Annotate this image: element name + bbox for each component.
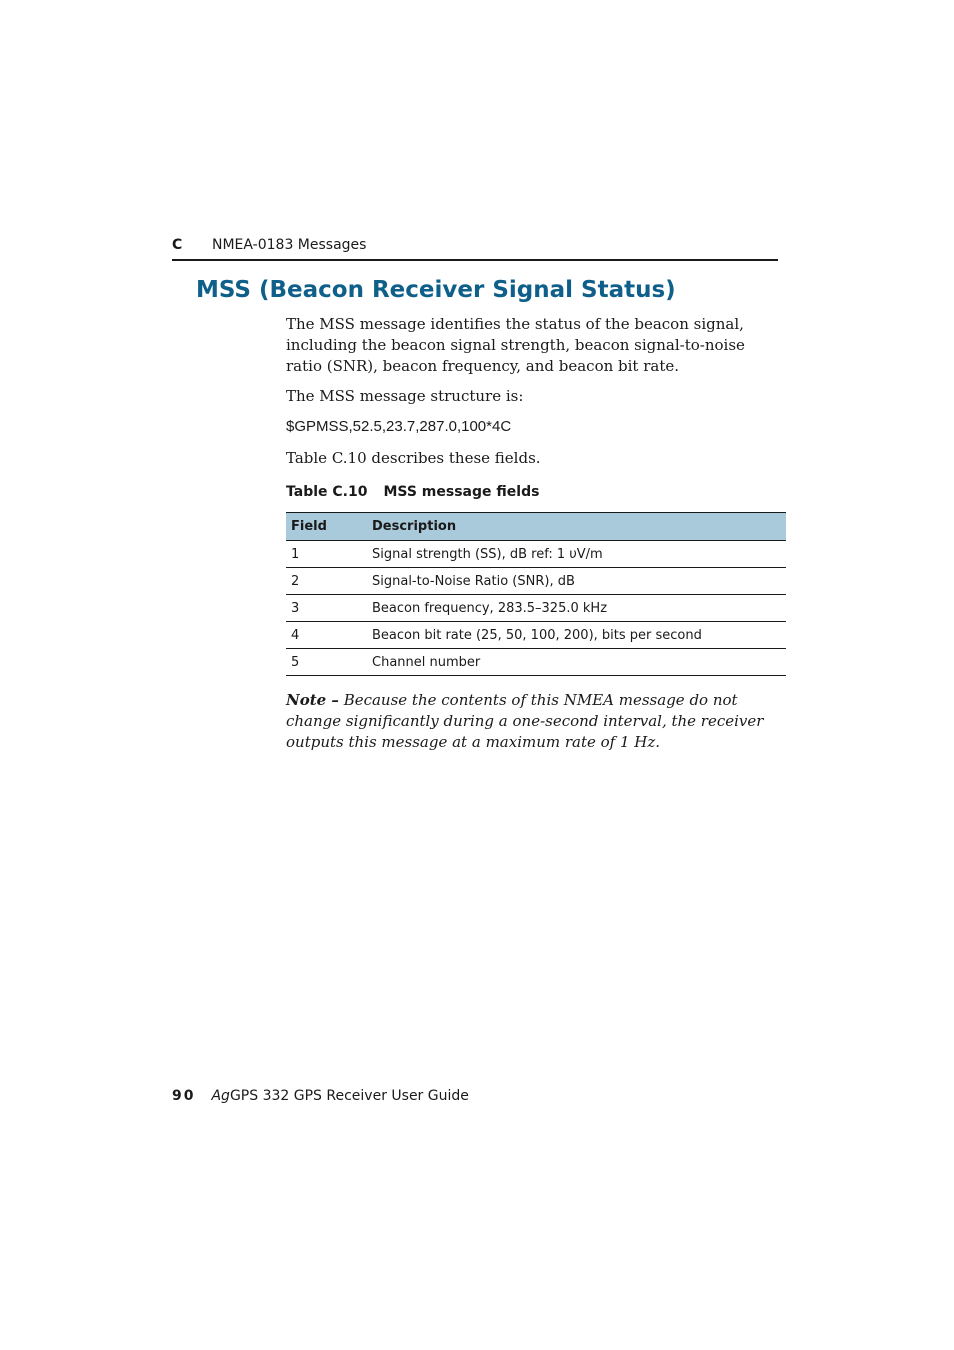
table-header-row (286, 513, 786, 541)
table-caption (286, 484, 539, 500)
structure-example: $GPMSS,52.5,23.7,287.0,100*4C (286, 418, 512, 435)
guide-title: GPS 332 GPS Receiver User Guide (229, 1088, 469, 1104)
table-caption-number: Table C.10 (286, 484, 368, 500)
table-row (286, 649, 786, 676)
page-footer (172, 1088, 469, 1104)
table-row (286, 595, 786, 622)
intro-paragraph: The MSS message identifies the status of the beacon signal, including the beacon signal strength, beacon signal-to-noise ratio (SNR), beacon frequency, and beacon bit rate. (286, 315, 745, 375)
table-row (286, 541, 786, 568)
table-row (286, 568, 786, 595)
page-number: 90 (172, 1088, 196, 1104)
field-cell: 1 (286, 541, 367, 568)
field-cell: 3 (286, 595, 367, 622)
description-cell: Signal strength (SS), dB ref: 1 υV/m (367, 541, 786, 568)
note-paragraph (286, 690, 782, 753)
table-reference: Table C.10 describes these fields. (286, 449, 541, 467)
structure-intro: The MSS message structure is: (286, 387, 524, 405)
field-cell: 5 (286, 649, 367, 676)
table-row (286, 622, 786, 649)
chapter-letter: C (172, 237, 183, 253)
note-text: Because the contents of this NMEA message do not change significantly during a one-second interval, the receiver outputs this message at a maximum rate of 1 Hz. (286, 691, 764, 751)
description-cell: Beacon frequency, 283.5–325.0 kHz (367, 595, 786, 622)
description-cell: Beacon bit rate (25, 50, 100, 200), bits per second (367, 622, 786, 649)
table-caption-title: MSS message fields (383, 484, 540, 500)
field-cell: 4 (286, 622, 367, 649)
column-header-field: Field (286, 513, 367, 541)
section-title: MSS (Beacon Receiver Signal Status) (196, 277, 676, 303)
field-cell: 2 (286, 568, 367, 595)
chapter-title: NMEA-0183 Messages (212, 237, 367, 253)
description-cell: Channel number (367, 649, 786, 676)
column-header-description: Description (367, 513, 786, 541)
note-label: Note – (286, 691, 339, 709)
brand-prefix: Ag (211, 1088, 230, 1104)
description-cell: Signal-to-Noise Ratio (SNR), dB (367, 568, 786, 595)
running-header (172, 237, 778, 261)
mss-fields-table (286, 512, 786, 676)
